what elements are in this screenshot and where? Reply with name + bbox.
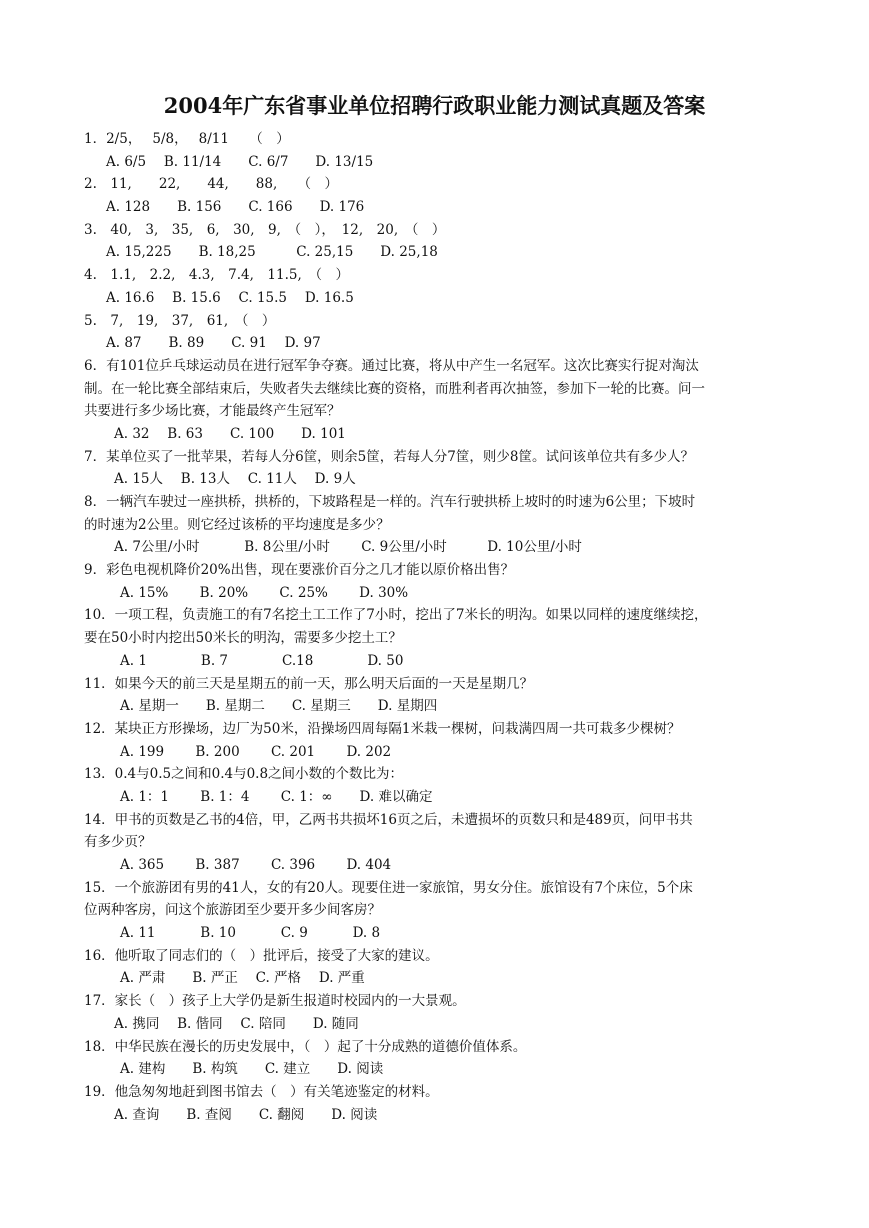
- question-text-line: 有多少页？: [84, 834, 152, 851]
- question-list: [84, 128, 784, 1126]
- answer-options-line: A. 32 B. 63 C. 100 D. 101: [114, 425, 346, 442]
- answer-options-line: A. 携同 B. 偕同 C. 陪同 D. 随同: [114, 1015, 359, 1032]
- question-text-line: 的时速为2公里。则它经过该桥的平均速度是多少？: [84, 516, 390, 533]
- answer-options-line: A. 87 B. 89 C. 91 D. 97: [106, 335, 321, 352]
- question-text-line: 2. 11, 22, 44, 88, （ ）: [84, 176, 339, 193]
- question-text-line: 13．0.4与0.5之间和0.4与0.8之间小数的个数比为：: [84, 766, 404, 783]
- question-text-line: 16．他听取了同志们的（ ）批评后，接受了大家的建议。: [84, 947, 439, 964]
- question-text-line: 位两种客房，问这个旅游团至少要开多少间客房？: [84, 902, 381, 919]
- answer-options-line: A. 6/5 B. 11/14 C. 6/7 D. 13/15: [106, 153, 374, 170]
- answer-options-line: A. 7公里/小时 B. 8公里/小时 C. 9公里/小时 D. 10公里/小时: [114, 539, 582, 556]
- answer-options-line: A. 1：1 B. 1：4 C. 1：∞ D. 难以确定: [120, 788, 433, 805]
- answer-options-line: A. 16.6 B. 15.6 C. 15.5 D. 16.5: [106, 289, 354, 306]
- answer-options-line: A. 严肃 B. 严正 C. 严格 D. 严重: [120, 970, 365, 987]
- question-text-line: 14．甲书的页数是乙书的4倍，甲，乙两书共损坏16页之后，未遭损坏的页数只和是489页，问甲书共: [84, 811, 693, 828]
- document-title: 2004年广东省事业单位招聘行政职业能力测试真题及答案: [163, 93, 706, 118]
- answer-options-line: A. 199 B. 200 C. 201 D. 202: [120, 743, 392, 760]
- answer-options-line: A. 1 B. 7 C.18 D. 50: [120, 652, 404, 669]
- question-text-line: 7．某单位买了一批苹果，若每人分6筐，则余5筐，若每人分7筐，则少8筐。试问该单位共有多少人？: [84, 448, 694, 465]
- answer-options-line: A. 365 B. 387 C. 396 D. 404: [120, 857, 392, 873]
- answer-options-line: A. 15人 B. 13人 C. 11人 D. 9人: [114, 471, 356, 488]
- question-text-line: 要在50小时内挖出50米长的明沟，需要多少挖土工？: [84, 630, 402, 647]
- question-text-line: 12．某块正方形操场，边厂为50米，沿操场四周每隔1米栽一棵树，问栽满四周一共可栽多少棵树？: [84, 720, 681, 737]
- question-text-line: 8．一辆汽车驶过一座拱桥，拱桥的，下坡路程是一样的。汽车行驶拱桥上坡时的时速为6公里；下坡时: [84, 494, 696, 510]
- answer-options-line: A. 星期一 B. 星期二 C. 星期三 D. 星期四: [120, 698, 438, 715]
- question-text-line: 17．家长（ ）孩子上大学仍是新生报道时校园内的一大景观。: [84, 993, 466, 1010]
- question-text-line: 9．彩色电视机降价20%出售，现在要涨价百分之几才能以原价格出售？: [84, 562, 515, 579]
- question-text-line: 11．如果今天的前三天是星期五的前一天，那么明天后面的一天是星期几？: [84, 675, 534, 692]
- question-text-line: 5. 7, 19, 37, 61, （ ）: [84, 312, 276, 329]
- question-text-line: 10．一项工程，负责施工的有7名挖土工工作了7小时，挖出了7米长的明沟。如果以同样的速度继续挖，: [84, 607, 708, 624]
- question-text-line: 19．他急匆匆地赶到图书馆去（ ）有关笔迹鉴定的材料。: [84, 1083, 439, 1100]
- answer-options-line: A. 15% B. 20% C. 25% D. 30%: [120, 584, 409, 601]
- answer-options-line: A. 查询 B. 查阅 C. 翻阅 D. 阅读: [114, 1106, 378, 1123]
- answer-options-line: A. 11 B. 10 C. 9 D. 8: [120, 925, 381, 942]
- answer-options-line: A. 15,225 B. 18,25 C. 25,15 D. 25,18: [106, 244, 438, 261]
- question-text-line: 6．有101位乒乓球运动员在进行冠军争夺赛。通过比赛，将从中产生一名冠军。这次比赛实行捉对淘汰: [84, 357, 699, 374]
- question-text-line: 1．2/5， 5/8， 8/11 （ ）: [84, 131, 290, 147]
- question-text-line: 3. 40, 3, 35, 6, 30, 9, （ ）， 12, 20, （ ）: [84, 221, 446, 238]
- question-text-line: 共要进行多少场比赛，才能最终产生冠军？: [84, 403, 341, 420]
- answer-options-line: A. 建构 B. 构筑 C. 建立 D. 阅读: [120, 1061, 384, 1078]
- question-text-line: 制。在一轮比赛全部结束后，失败者失去继续比赛的资格，而胜利者再次抽签，参加下一轮的比赛。问一: [84, 380, 705, 397]
- answer-options-line: A. 128 B. 156 C. 166 D. 176: [106, 199, 365, 216]
- question-text-line: 4. 1.1, 2.2, 4.3, 7.4, 11.5, （ ）: [84, 267, 350, 284]
- question-text-line: 15．一个旅游团有男的41人，女的有20人。现要住进一家旅馆，男女分住。旅馆设有7个床位，5个床: [84, 879, 693, 896]
- question-text-line: 18．中华民族在漫长的历史发展中，（ ）起了十分成熟的道德价值体系。: [84, 1038, 527, 1055]
